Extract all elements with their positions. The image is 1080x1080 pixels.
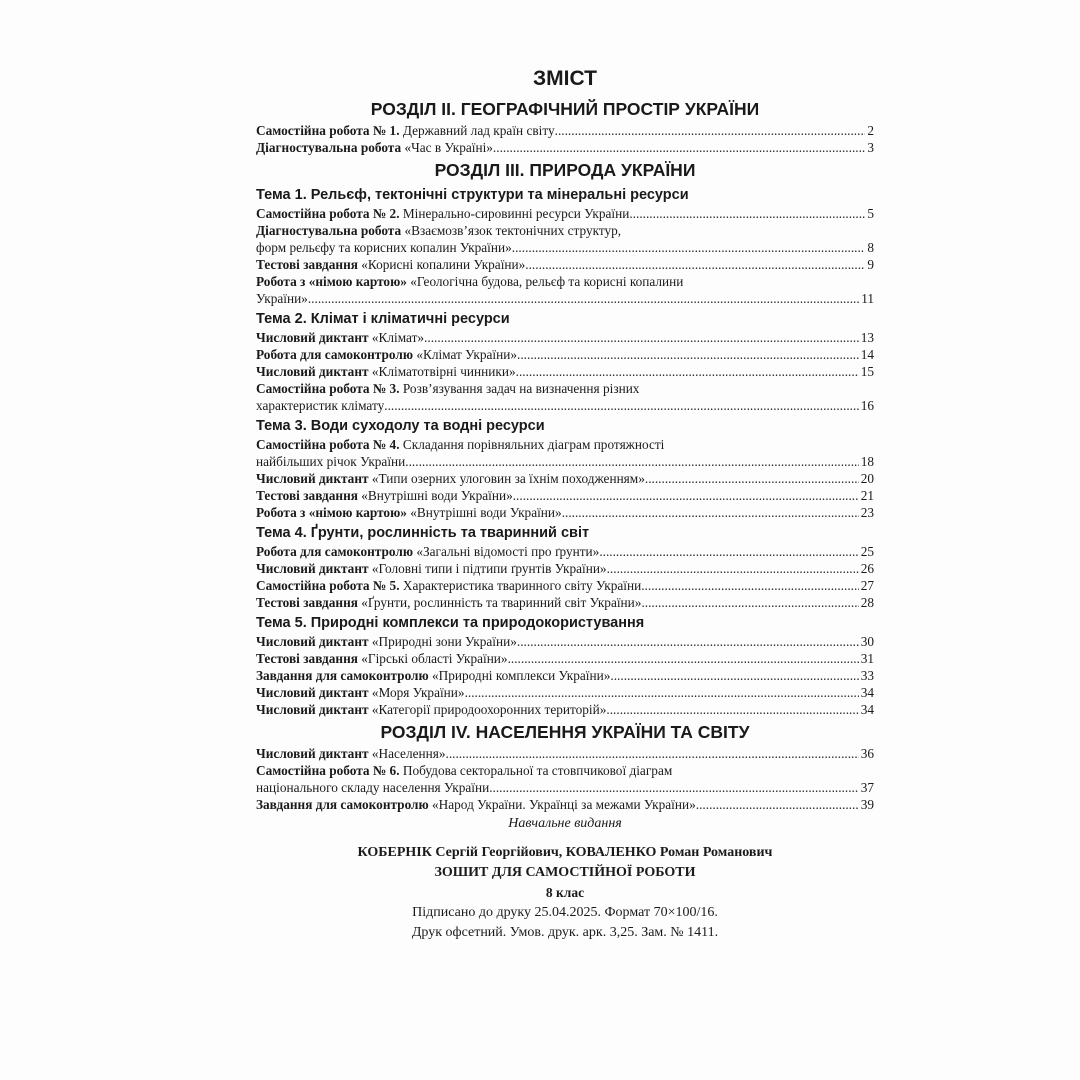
entry-kind: Тестові завдання [256,595,358,610]
entry-kind: Числовий диктант [256,634,369,649]
entry-title-continued: характеристик клімату [256,398,385,413]
page-number: 33 [860,668,874,683]
toc-entry-line [256,397,874,414]
toc-entry-line [256,346,874,363]
entry-text [256,796,696,813]
page-number: 16 [860,398,874,413]
toc-entry [256,796,874,813]
entry-title-continued: найбільших річок України [256,454,406,469]
toc-entry-line [256,779,874,796]
entry-title-continued: форм рельєфу та корисних копалин України» [256,240,512,255]
book-title: ЗОШИТ ДЛЯ САМОСТІЙНОЇ РОБОТИ [434,865,696,880]
toc-entry-line [256,453,874,470]
dot-leader [517,633,859,650]
entry-kind: Самостійна робота № 1. [256,123,400,138]
toc-entry [256,650,874,667]
entry-title: «Гірські області України» [361,651,508,666]
entry-kind: Тестові завдання [256,651,358,666]
toc-entry-line [256,684,874,701]
toc-entry [256,745,874,762]
entry-kind: Самостійна робота № 5. [256,578,400,593]
entry-text [256,745,446,762]
print-info-1: Підписано до друку 25.04.2025. Формат 70×100/16. [412,905,718,920]
entry-title-continued: національного складу населення України [256,780,490,795]
toc-entry [256,363,874,380]
entry-kind: Самостійна робота № 4. [256,437,400,452]
toc-entry [256,560,874,577]
page-number: 14 [860,347,874,362]
page-number: 15 [860,364,874,379]
toc-entry [256,256,874,273]
toc-entry-line [256,290,874,307]
entry-title: «Ґрунти, рослинність та тваринний світ України» [361,595,642,610]
page-number: 8 [867,240,874,255]
entry-title: Характеристика тваринного світу України [402,578,642,593]
entry-kind: Числовий диктант [256,364,369,379]
dot-leader [517,346,859,363]
entry-kind: Завдання для самоконтролю [256,668,429,683]
toc-title: ЗМІСТ [533,67,597,90]
toc-entry-line [256,256,874,273]
entry-title: «Природні комплекси України» [432,668,611,683]
page-number: 30 [860,634,874,649]
section-title: РОЗДІЛ ІІ. ГЕОГРАФІЧНИЙ ПРОСТІР УКРАЇНИ [370,99,760,119]
entry-title: «Час в Україні» [404,140,493,155]
entry-kind: Самостійна робота № 6. [256,763,400,778]
page-number: 21 [860,488,874,503]
print-info-2: Друк офсетний. Умов. друк. арк. 3,25. Зам. № 1411. [411,925,719,940]
page-number: 3 [867,140,874,155]
entry-kind: Числовий диктант [256,471,369,486]
grade: 8 клас [545,885,585,900]
entry-title: «Населення» [371,746,446,761]
section-title: РОЗДІЛ ІІІ. ПРИРОДА УКРАЇНИ [434,160,696,180]
dot-leader [384,397,858,414]
entry-kind: Тестові завдання [256,488,358,503]
toc-entry-line [256,239,874,256]
toc-entry-line [256,222,874,239]
entry-text [256,346,517,363]
page-number: 5 [867,206,874,221]
entry-title: «Геологічна будова, рельєф та корисні копалини [410,274,684,289]
entry-text [256,222,621,239]
toc-entry [256,684,874,701]
entry-text [256,701,606,718]
dot-leader [629,205,865,222]
entry-kind: Тестові завдання [256,257,358,272]
dot-leader [641,594,858,611]
toc-entry [256,329,874,346]
dot-leader [555,122,866,139]
entry-title: «Типи озерних улоговин за їхнім походженням» [371,471,645,486]
table-of-contents [256,64,874,813]
toc-entry [256,380,874,414]
toc-entry [256,222,874,256]
toc-entry-line [256,594,874,611]
dot-leader [645,470,859,487]
edition-type: Навчальне видання [508,816,622,831]
entry-text [256,329,424,346]
page-number: 34 [860,702,874,717]
page-number: 34 [860,685,874,700]
entry-kind: Самостійна робота № 3. [256,381,400,396]
toc-entry-line [256,122,874,139]
dot-leader [641,577,858,594]
toc-entry-line [256,577,874,594]
entry-kind: Робота з «німою картою» [256,274,407,289]
entry-text [256,633,517,650]
toc-entry [256,594,874,611]
entry-kind: Числовий диктант [256,330,369,345]
page-number: 39 [860,797,874,812]
toc-entry [256,122,874,139]
imprint-block [256,814,874,943]
dot-leader [599,543,858,560]
entry-title: «Клімат України» [416,347,518,362]
entry-title: Побудова секторальної та стовпчикової діаграм [402,763,673,778]
entry-kind: Робота для самоконтролю [256,347,413,362]
entry-kind: Числовий диктант [256,702,369,717]
entry-kind: Діагностувальна робота [256,223,402,238]
entry-text [256,363,516,380]
entry-text [256,543,599,560]
dot-leader [446,745,859,762]
entry-text [256,594,641,611]
toc-entry-line [256,796,874,813]
toc-entry [256,633,874,650]
page-number: 20 [860,471,874,486]
entry-kind: Завдання для самоконтролю [256,797,429,812]
dot-leader [513,487,859,504]
toc-entry [256,577,874,594]
toc-entry [256,436,874,470]
entry-title: «Клімат» [371,330,425,345]
dot-leader [525,256,865,273]
entry-text [256,684,465,701]
dot-leader [308,290,859,307]
entry-kind: Числовий диктант [256,561,369,576]
toc-entry [256,470,874,487]
dot-leader [607,560,859,577]
dot-leader [493,139,865,156]
toc-entry-line [256,560,874,577]
authors: КОБЕРНІК Сергій Георгійович, КОВАЛЕНКО Роман Романович [357,845,773,860]
toc-entry-line [256,762,874,779]
toc-entry [256,701,874,718]
toc-sections [256,96,874,813]
entry-text [256,577,641,594]
entry-text [256,560,607,577]
entry-title: Розв’язування задач на визначення різних [402,381,640,396]
entry-title: «Кліматотвірні чинники» [371,364,516,379]
dot-leader [424,329,859,346]
dot-leader [512,239,866,256]
entry-text [256,256,525,273]
toc-entry-line [256,745,874,762]
toc-entry [256,504,874,521]
entry-title: «Внутрішні води України» [361,488,513,503]
toc-entry-line [256,380,874,397]
entry-kind: Робота з «німою картою» [256,505,407,520]
entry-title: «Категорії природоохоронних територій» [371,702,607,717]
toc-entry-line [256,436,874,453]
toc-entry [256,346,874,363]
entry-title: «Головні типи і підтипи ґрунтів України» [371,561,607,576]
entry-title: «Природні зони України» [371,634,517,649]
topic-title: Тема 4. Ґрунти, рослинність та тваринний світ [256,525,590,541]
toc-entry [256,205,874,222]
entry-text [256,273,683,290]
toc-entry-line [256,273,874,290]
entry-title: «Взаємозв’язок тектонічних структур, [404,223,622,238]
toc-section [256,719,874,813]
toc-section [256,96,874,156]
page-number: 26 [860,561,874,576]
toc-entry-line [256,363,874,380]
entry-text [256,487,513,504]
topic-title: Тема 2. Клімат і кліматичні ресурси [256,311,510,327]
entry-text [256,122,555,139]
page-number: 23 [860,505,874,520]
entry-text [256,470,645,487]
entry-text [256,650,508,667]
entry-title: Державний лад країн світу [402,123,555,138]
entry-kind: Робота для самоконтролю [256,544,413,559]
toc-entry-line [256,633,874,650]
toc-entry-line [256,667,874,684]
dot-leader [508,650,859,667]
entry-text [256,504,562,521]
entry-title: Мінерально-сировинні ресурси України [402,206,630,221]
toc-entry-line [256,504,874,521]
dot-leader [606,701,858,718]
toc-entry [256,139,874,156]
entry-title: Складання порівняльних діаграм протяжності [402,437,665,452]
page-number: 18 [860,454,874,469]
page-number: 11 [861,291,874,306]
entry-title: «Народ України. Українці за межами України» [432,797,696,812]
entry-text [256,139,493,156]
entry-text [256,436,664,453]
toc-entry-line [256,487,874,504]
page-number: 31 [860,651,874,666]
entry-title: «Моря України» [371,685,465,700]
page-number: 9 [867,257,874,272]
dot-leader [465,684,859,701]
entry-kind: Діагностувальна робота [256,140,402,155]
dot-leader [696,796,859,813]
toc-entry-line [256,470,874,487]
page-number: 36 [860,746,874,761]
dot-leader [516,363,859,380]
entry-text [256,667,610,684]
topic-title: Тема 5. Природні комплекси та природокористування [256,615,645,631]
toc-entry-line [256,205,874,222]
page-number: 2 [867,123,874,138]
toc-entry-line [256,543,874,560]
section-title: РОЗДІЛ IV. НАСЕЛЕННЯ УКРАЇНИ ТА СВІТУ [380,722,750,742]
entry-kind: Числовий диктант [256,746,369,761]
entry-text [256,205,629,222]
toc-entry-line [256,329,874,346]
entry-kind: Самостійна робота № 2. [256,206,400,221]
topic-title: Тема 3. Води суходолу та водні ресурси [256,418,545,434]
dot-leader [405,453,858,470]
toc-entry-line [256,139,874,156]
toc-section [256,157,874,718]
page-number: 37 [860,780,874,795]
entry-title: «Загальні відомості про ґрунти» [416,544,600,559]
page-number: 28 [860,595,874,610]
toc-entry [256,487,874,504]
dot-leader [562,504,859,521]
toc-entry [256,762,874,796]
entry-text [256,380,639,397]
toc-entry [256,543,874,560]
topic-title: Тема 1. Рельєф, тектонічні структури та мінеральні ресурси [256,187,689,203]
page-number: 13 [860,330,874,345]
dot-leader [489,779,859,796]
toc-entry-line [256,650,874,667]
page-number: 27 [860,578,874,593]
dot-leader [610,667,858,684]
entry-kind: Числовий диктант [256,685,369,700]
entry-title-continued: України» [256,291,308,306]
entry-title: «Внутрішні води України» [410,505,562,520]
toc-entry-line [256,701,874,718]
toc-entry [256,667,874,684]
page-number: 25 [860,544,874,559]
toc-entry [256,273,874,307]
entry-title: «Корисні копалини України» [361,257,526,272]
entry-text [256,762,672,779]
